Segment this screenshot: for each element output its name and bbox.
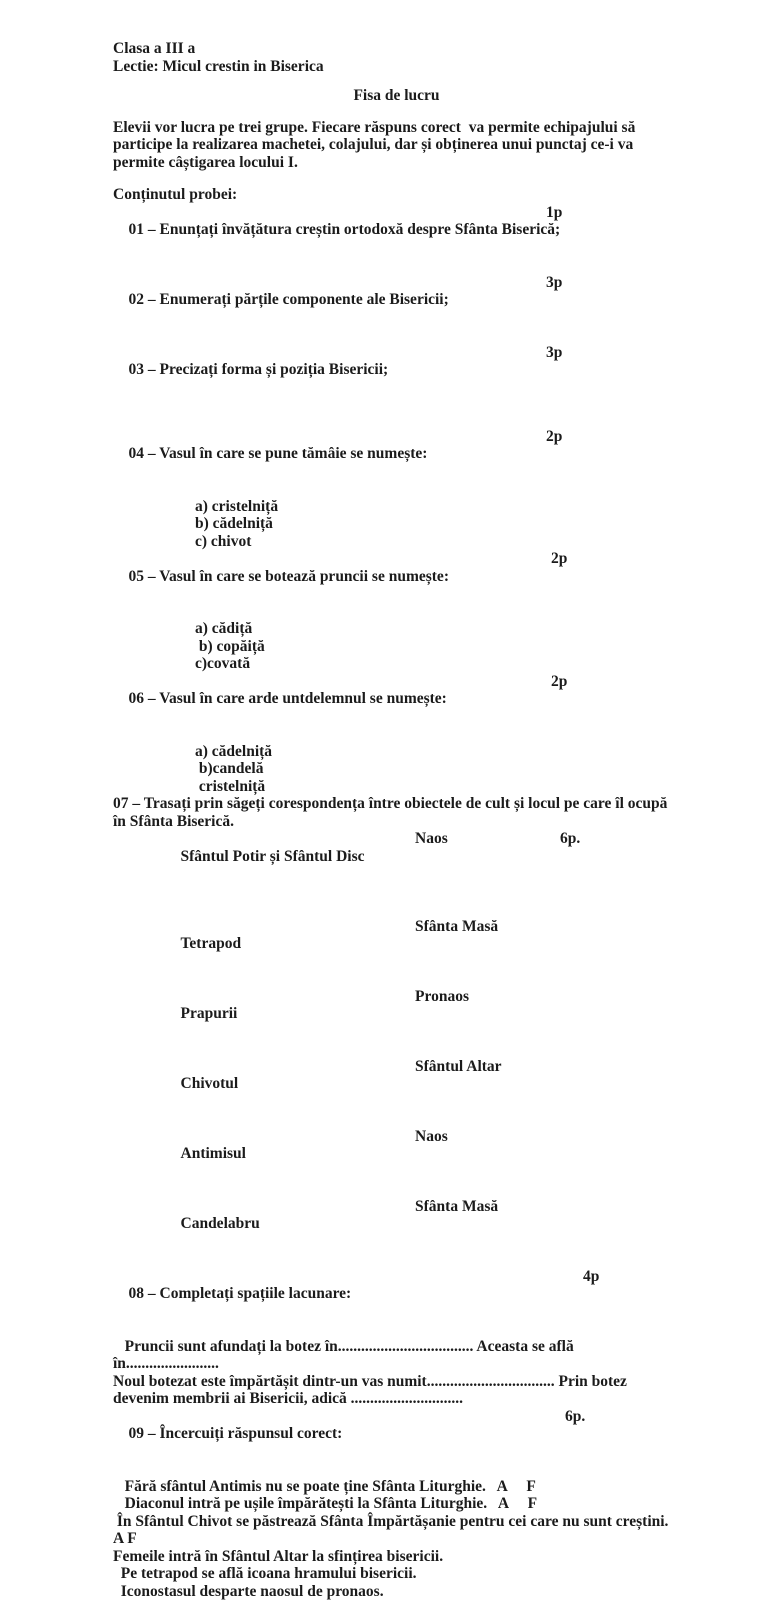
question-05 (113, 550, 680, 620)
match-left-item: Candelabru (129, 1215, 260, 1233)
true-false-statement: În Sfântul Chivot se păstrează Sfânta Împărtășanie pentru cei care nu sunt creștini. A F (113, 1513, 680, 1548)
question-06-option-c: cristelniță (113, 778, 680, 796)
blank-line (113, 414, 680, 428)
question-04-option-a: a) cristelniță (113, 498, 680, 516)
question-07-text: 07 – Trasați prin săgeți corespondența între obiectele de cult și locul pe care îl ocupă în Sfânta Biserică. (113, 795, 680, 830)
question-02-text: 02 – Enumerați părțile componente ale Bisericii; (129, 291, 449, 308)
question-03-text: 03 – Precizați forma și poziția Bisericii; (129, 361, 389, 378)
question-08-text: 08 – Completați spațiile lacunare: (129, 1285, 352, 1302)
question-05-option-c: c)covată (113, 655, 680, 673)
question-05-option-b: b) copăiță (113, 638, 680, 656)
question-06 (113, 673, 680, 743)
match-left-item: Chivotul (129, 1075, 239, 1093)
question-02-points: 3p (546, 274, 562, 292)
question-04-option-b: b) cădelniță (113, 515, 680, 533)
match-row (113, 988, 680, 1058)
question-08-points: 4p (583, 1268, 599, 1286)
lesson-line: Lectie: Micul crestin in Biserica (113, 58, 680, 76)
question-01-points: 1p (546, 204, 562, 222)
true-false-statement: Iconostasul desparte naosul de pronaos. (113, 1583, 680, 1600)
question-03 (113, 344, 680, 414)
question-07-points: 6p. (560, 830, 580, 848)
question-04-points: 2p (546, 428, 562, 446)
question-06-option-b: b)candelă (113, 760, 680, 778)
match-row (113, 1058, 680, 1128)
question-05-option-a: a) cădiță (113, 620, 680, 638)
match-right-item: Pronaos (415, 988, 469, 1006)
question-01 (113, 204, 680, 274)
match-left-item: Prapurii (129, 1005, 238, 1023)
match-row (113, 1128, 680, 1198)
match-row (113, 830, 680, 918)
fill-blank-line: Pruncii sunt afundați la botez în................................... Aceasta se află în........................ (113, 1338, 680, 1373)
fill-blank-line: Noul botezat este împărtășit dintr-un vas numit................................. Prin botez devenim membrii ai Bisericii, adică ............................. (113, 1373, 680, 1408)
match-right-item: Sfânta Masă (415, 1198, 498, 1216)
question-06-option-a: a) cădelniță (113, 743, 680, 761)
question-05-points: 2p (551, 550, 567, 568)
question-02 (113, 274, 680, 344)
match-right-item: Naos (415, 830, 448, 848)
class-line: Clasa a III a (113, 40, 680, 58)
true-false-statement: Femeile intră în Sfântul Altar la sfințirea bisericii. (113, 1548, 680, 1566)
question-03-points: 3p (546, 344, 562, 362)
true-false-statement: Pe tetrapod se află icoana hramului bisericii. (113, 1565, 680, 1583)
question-04 (113, 428, 680, 498)
match-left-item: Antimisul (129, 1145, 246, 1163)
intro-paragraph: Elevii vor lucra pe trei grupe. Fiecare răspuns corect va permite echipajului să participe la realizarea machetei, colajului, dar și obținerea unui punctaj ce-i va permite câștigarea locului I. (113, 119, 680, 172)
match-right-item: Naos (415, 1128, 448, 1146)
question-09-text: 09 – Încercuiți răspunsul corect: (129, 1425, 343, 1442)
match-row (113, 918, 680, 988)
question-04-text: 04 – Vasul în care se pune tămâie se numește: (129, 445, 428, 462)
match-left-item: Tetrapod (129, 935, 242, 953)
true-false-statement: Diaconul intră pe ușile împărătești la Sfânta Liturghie. A F (113, 1495, 680, 1513)
question-09 (113, 1408, 680, 1478)
match-right-item: Sfânta Masă (415, 918, 498, 936)
content-heading: Conținutul probei: (113, 186, 680, 204)
true-false-statement: Fără sfântul Antimis nu se poate ține Sfânta Liturghie. A F (113, 1478, 680, 1496)
match-left-item: Sfântul Potir și Sfântul Disc (129, 848, 365, 866)
match-right-item: Sfântul Altar (415, 1058, 502, 1076)
question-06-text: 06 – Vasul în care arde untdelemnul se numește: (129, 690, 447, 707)
question-04-option-c: c) chivot (113, 533, 680, 551)
question-08 (113, 1268, 680, 1338)
question-05-text: 05 – Vasul în care se botează pruncii se numește: (129, 568, 449, 585)
page-title: Fisa de lucru (113, 87, 680, 105)
question-09-points: 6p. (565, 1408, 585, 1426)
match-row (113, 1198, 680, 1268)
question-06-points: 2p (551, 673, 567, 691)
question-01-text: 01 – Enunțați învățătura creștin ortodoxă despre Sfânta Biserică; (129, 221, 561, 238)
